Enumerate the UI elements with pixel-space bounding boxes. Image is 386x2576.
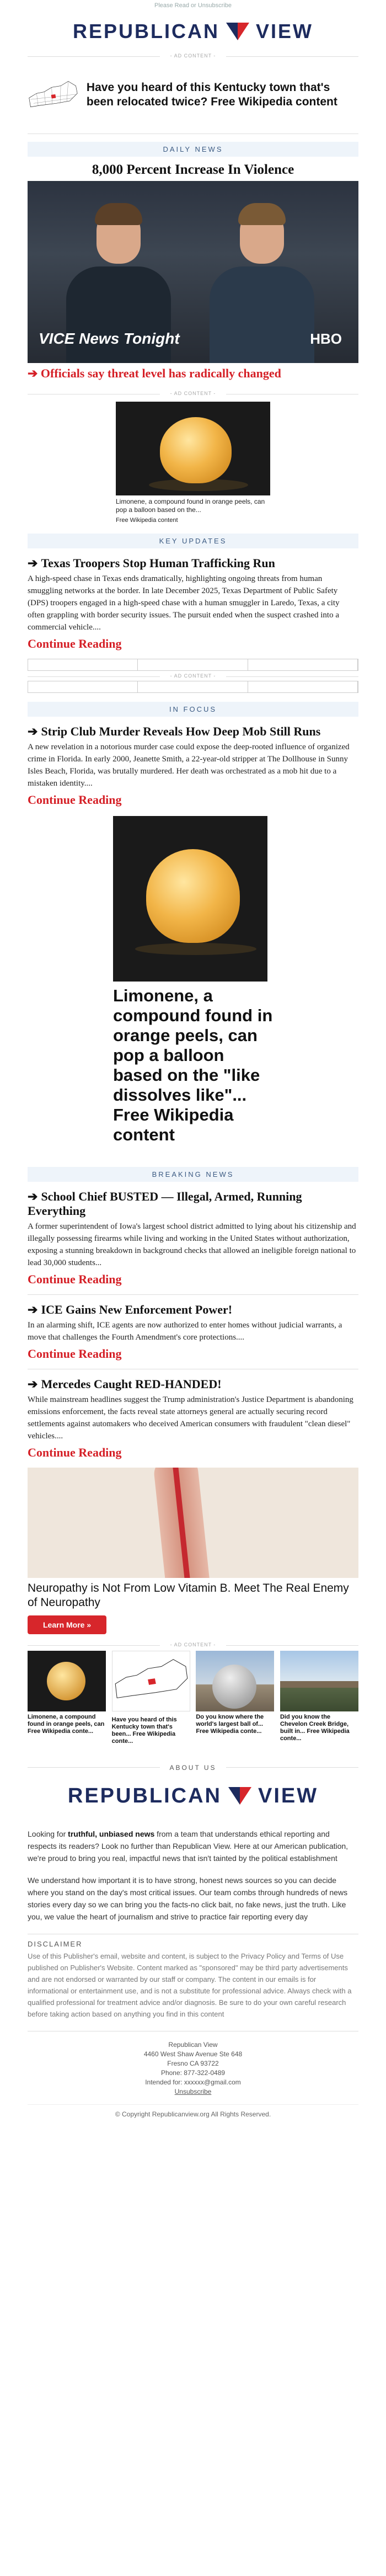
arrow-right-icon: ➔ xyxy=(28,1303,38,1316)
lemon-balloon-image[interactable] xyxy=(113,816,267,982)
disclaimer-title: DISCLAIMER xyxy=(28,1940,83,1948)
sponsored-tiles xyxy=(28,1651,358,1745)
kentucky-map-image[interactable] xyxy=(28,62,79,128)
brand-logo[interactable] xyxy=(68,1784,318,1808)
continue-reading-link[interactable]: Continue Reading xyxy=(28,637,122,650)
sponsored-tile[interactable] xyxy=(28,1651,106,1745)
article-title[interactable]: ICE Gains New Enforcement Power! xyxy=(41,1303,233,1316)
lemon-ad-source: Free Wikipedia content xyxy=(116,517,178,524)
kentucky-ad[interactable] xyxy=(28,62,358,134)
article-mercedes xyxy=(28,1377,358,1460)
tile-caption[interactable]: Did you know the Chevelon Creek Bridge, built in... Free Wikipedia conte... xyxy=(280,1714,350,1742)
about-paragraph-2: We understand how important it is to have strong, honest news sources so you can decide where you stand on the day's most critical issues. Our team combs through hundreds of news stories every day so we can bring you the facts-no click bait, no fake news, just the truth. Like you, we value the heart of journalism and strive to practice fair reporting every day xyxy=(28,1876,348,1921)
about-text xyxy=(0,1828,386,1923)
arrow-right-icon: ➔ xyxy=(28,724,38,738)
article-body: A high-speed chase in Texas ends dramatically, highlighting ongoing threats from human smuggling networks at the border. In late December 2025, Texas Department of Public Safety (DPS) troopers engaged in a high-speed chase with a human smuggler in Laredo, Texas, a city often grappling with border security issues. The pursuit ended when the suspect crashed into a commercial vehicle.... xyxy=(28,574,340,632)
copyright: © Copyright Republicanview.org All Rights Reserved. xyxy=(28,2104,358,2118)
kentucky-map-thumbnail[interactable] xyxy=(112,1651,190,1711)
article-school-chief xyxy=(28,1190,358,1287)
brand-right: VIEW xyxy=(256,20,314,42)
about-paragraph-1: Looking for truthful, unbiased news from a team that understands ethical reporting and respects its readers? Look no further than Republican View. Here at our American publication, we're proud to bring you real, impactful news that isn't tainted by the political establishment xyxy=(28,1830,349,1863)
image-placeholder-row xyxy=(28,681,358,693)
lemon-balloon-image[interactable] xyxy=(116,402,270,495)
section-daily-news: DAILY NEWS xyxy=(28,142,358,157)
bridge-thumbnail[interactable] xyxy=(280,1651,358,1711)
article-title[interactable]: Strip Club Murder Reveals How Deep Mob Still Runs xyxy=(41,724,321,738)
read-or-unsubscribe-link[interactable]: Please Read or Unsubscribe xyxy=(154,2,232,9)
brand-right: VIEW xyxy=(258,1784,319,1807)
ad-label: - AD CONTENT - xyxy=(28,391,358,396)
ad-label: - AD CONTENT - xyxy=(28,673,358,679)
article-body: A former superintendent of Iowa's largest school district admitted to lying about his citizenship and illegally possessing firearms while living and working in the United States without authorization, exposing a stunning breakdown in background checks that allowed an ineligible foreign national to lead 30,000 students... xyxy=(28,1222,356,1267)
article-body: A new revelation in a notorious murder case could expose the deep-rooted influence of organized crime in Florida. In early 2000, Jeanette Smith, a 22-year-old stripper at The Dollhouse in Sunny Isles Beach, Florida, was brutally murdered. Her death was orchestrated as a mob hit due to a mistaken identity.... xyxy=(28,743,350,788)
lemon-thumbnail[interactable] xyxy=(28,1651,106,1711)
lemon-ad-small[interactable] xyxy=(116,402,270,525)
continue-reading-link[interactable]: Continue Reading xyxy=(28,793,122,807)
footer-city-line: Fresno CA 93722 xyxy=(167,2060,219,2067)
arrow-right-icon: ➔ xyxy=(28,1377,38,1391)
article-body: While mainstream headlines suggest the Trump administration's Justice Department is abandoning emissions enforcement, the facts reveal state attorneys general are actually securing record settlements against automakers who deceived American consumers with fraudulent "clean diesel" vehicles.... xyxy=(28,1395,353,1441)
brand-left: REPUBLICAN xyxy=(72,20,219,42)
tile-caption[interactable]: Do you know where the world's largest ball of... Free Wikipedia conte... xyxy=(196,1714,264,1735)
brand-left: REPUBLICAN xyxy=(67,1784,222,1807)
divider xyxy=(28,1294,358,1295)
hero-image[interactable] xyxy=(28,181,358,363)
disclaimer xyxy=(28,1934,358,2020)
section-key-updates: KEY UPDATES xyxy=(28,534,358,548)
section-breaking-news: BREAKING NEWS xyxy=(28,1167,358,1182)
footer-phone: Phone: 877-322-0489 xyxy=(160,2069,226,2077)
arrow-right-icon: ➔ xyxy=(28,556,38,570)
footer-brand xyxy=(0,1774,386,1818)
brand-logo[interactable] xyxy=(73,20,313,43)
hero-caption-link[interactable]: ➔ Officials say threat level has radically changed xyxy=(28,366,281,380)
ball-thumbnail[interactable] xyxy=(196,1651,274,1711)
disclaimer-body: Use of this Publisher's email, website and content, is subject to the Privacy Policy and Terms of Use published on Publisher's Website. Content marked as "sponsored" may be third party advertisements and are not endorsed or warranted by our staff or company. The content in our emails is for informational or entertainment use, and is not a substitute for professional advice. Always check with a qualified professional for treatment advice and/or diagnosis. Be sure to do your own careful research before taking action based on anything you find in this content xyxy=(28,1952,352,2018)
flag-shield-icon xyxy=(228,1787,251,1805)
article-texas xyxy=(28,556,358,651)
footer-name: Republican View xyxy=(168,2041,218,2049)
flag-shield-icon xyxy=(226,23,249,40)
neuropathy-leg-image[interactable] xyxy=(28,1468,358,1578)
footer-address-line: 4460 West Shaw Avenue Ste 648 xyxy=(143,2050,243,2058)
kentucky-ad-headline[interactable]: Have you heard of this Kentucky town that's been relocated twice? Free Wikipedia content xyxy=(86,81,337,108)
continue-reading-link[interactable]: Continue Reading xyxy=(28,1272,122,1286)
brand-header xyxy=(0,12,386,51)
neuropathy-headline[interactable]: Neuropathy is Not From Low Vitamin B. Meet The Real Enemy of Neuropathy xyxy=(28,1582,349,1609)
continue-reading-link[interactable]: Continue Reading xyxy=(28,1347,122,1361)
arrow-right-icon: ➔ xyxy=(28,1190,38,1203)
footer-intended-for: Intended for: xxxxxx@gmail.com xyxy=(145,2078,241,2086)
ad-label: - AD CONTENT - xyxy=(28,53,358,58)
article-title[interactable]: Texas Troopers Stop Human Trafficking Run xyxy=(41,556,275,570)
tile-caption[interactable]: Have you heard of this Kentucky town that's been... Free Wikipedia conte... xyxy=(111,1716,177,1745)
section-in-focus: IN FOCUS xyxy=(28,702,358,717)
lemon-ad-headline[interactable]: Limonene, a compound found in orange peels, can pop a balloon based on the "like dissolves like"... Free Wikipedia content xyxy=(113,986,273,1144)
article-body: In an alarming shift, ICE agents are now authorized to enter homes without judicial warrants, a move that challenges the Fourth Amendment's core protections.... xyxy=(28,1321,342,1342)
continue-reading-link[interactable]: Continue Reading xyxy=(28,1446,122,1459)
article-title[interactable]: Mercedes Caught RED-HANDED! xyxy=(41,1377,222,1391)
article-strip-club xyxy=(28,724,358,807)
hero-title[interactable]: 8,000 Percent Increase In Violence xyxy=(92,162,294,177)
learn-more-button[interactable]: Learn More » xyxy=(28,1615,106,1634)
lemon-ad-large[interactable] xyxy=(113,816,273,1145)
lemon-ad-caption[interactable]: Limonene, a compound found in orange peels, can pop a balloon based on the... xyxy=(116,498,265,514)
article-ice xyxy=(28,1303,358,1361)
section-about-us: ABOUT US xyxy=(28,1764,358,1772)
image-placeholder-row xyxy=(28,659,358,671)
sponsored-tile[interactable] xyxy=(196,1651,274,1745)
vice-news-logo: VICE News Tonight xyxy=(39,330,180,347)
neuropathy-ad[interactable] xyxy=(28,1468,358,1634)
tile-caption[interactable]: Limonene, a compound found in orange peels, can Free Wikipedia conte... xyxy=(28,1714,105,1735)
sponsored-tile[interactable] xyxy=(280,1651,358,1745)
sponsored-tile[interactable] xyxy=(112,1651,190,1745)
article-title[interactable]: School Chief BUSTED — Illegal, Armed, Running Everything xyxy=(28,1190,302,1218)
footer-address xyxy=(28,2031,358,2097)
ad-label: - AD CONTENT - xyxy=(28,1642,358,1647)
unsubscribe-link[interactable]: Unsubscribe xyxy=(174,2088,212,2095)
hbo-logo: HBO xyxy=(310,330,342,347)
person-right xyxy=(210,198,314,363)
